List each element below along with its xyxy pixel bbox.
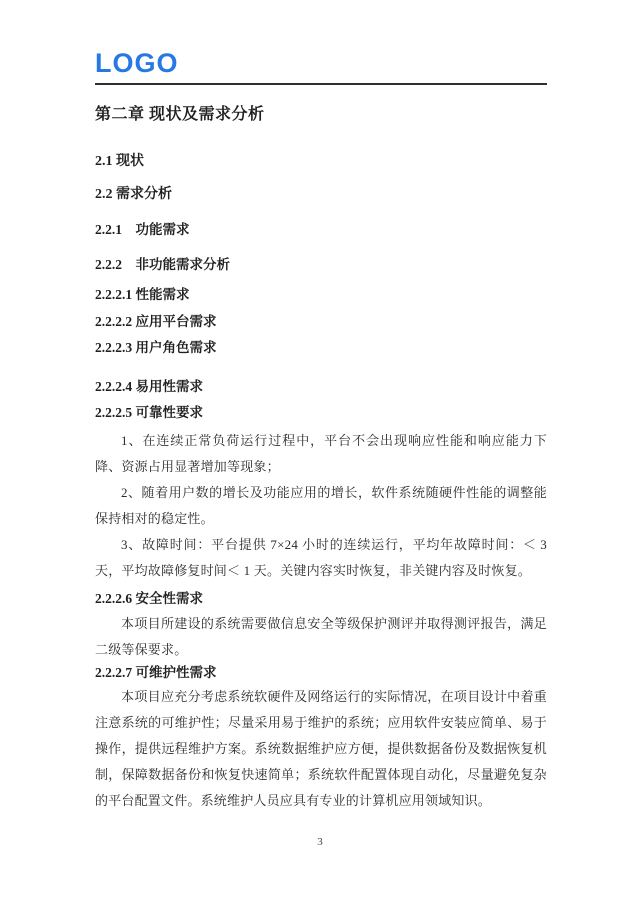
- heading-2-2-2-7-maintainability: 2.2.2.7 可维护性需求: [95, 665, 217, 680]
- heading-2-2-2-nonfunctional-requirements: 2.2.2 非功能需求分析: [95, 257, 230, 272]
- paragraph-reliability-item-2: 2、随着用户数的增长及功能应用的增长，软件系统随硬件性能的调整能保持相对的稳定性。: [95, 485, 547, 526]
- heading-2-2-2-2-application-platform: 2.2.2.2 应用平台需求: [95, 314, 217, 329]
- heading-2-2-2-1-performance: 2.2.2.1 性能需求: [95, 287, 190, 302]
- page-number: 3: [317, 836, 323, 848]
- paragraph-maintainability: 本项目应充分考虑系统软硬件及网络运行的实际情况，在项目设计中着重注意系统的可维护性；尽量采用易于维护的系统；应用软件安装应简单、易于操作，提供远程维护方案。系统数据维护应方便，提供数据备份及数据恢复机制，保障数据备份和恢复快速简单；系统软件配置体现自动化，尽量避免复杂的平台配置文件。系统维护人员应具有专业的计算机应用领域知识。: [95, 689, 547, 808]
- paragraph-security: 本项目所建设的系统需要做信息安全等级保护测评并取得测评报告，满足二级等保要求。: [95, 616, 547, 657]
- paragraph-reliability-item-1: 1、在连续正常负荷运行过程中，平台不会出现响应性能和响应能力下降、资源占用显著增加等现象；: [95, 433, 547, 474]
- logo: LOGO: [95, 48, 179, 78]
- heading-2-2-2-5-reliability: 2.2.2.5 可靠性要求: [95, 405, 203, 420]
- header-divider: [95, 83, 547, 85]
- heading-2-2-requirements-analysis: 2.2 需求分析: [95, 187, 172, 202]
- heading-2-2-1-functional-requirements: 2.2.1 功能需求: [95, 222, 190, 237]
- chapter-heading: 第二章 现状及需求分析: [95, 106, 265, 123]
- heading-2-2-2-6-security: 2.2.2.6 安全性需求: [95, 591, 203, 606]
- paragraph-reliability-item-3: 3、故障时间：平台提供 7×24 小时的连续运行，平均年故障时间：＜ 3 天，平均故障修复时间＜ 1 天。关键内容实时恢复，非关键内容及时恢复。: [95, 537, 547, 578]
- heading-2-1-current-status: 2.1 现状: [95, 154, 144, 169]
- heading-2-2-2-4-usability: 2.2.2.4 易用性需求: [95, 379, 203, 394]
- heading-2-2-2-3-user-roles: 2.2.2.3 用户角色需求: [95, 340, 217, 355]
